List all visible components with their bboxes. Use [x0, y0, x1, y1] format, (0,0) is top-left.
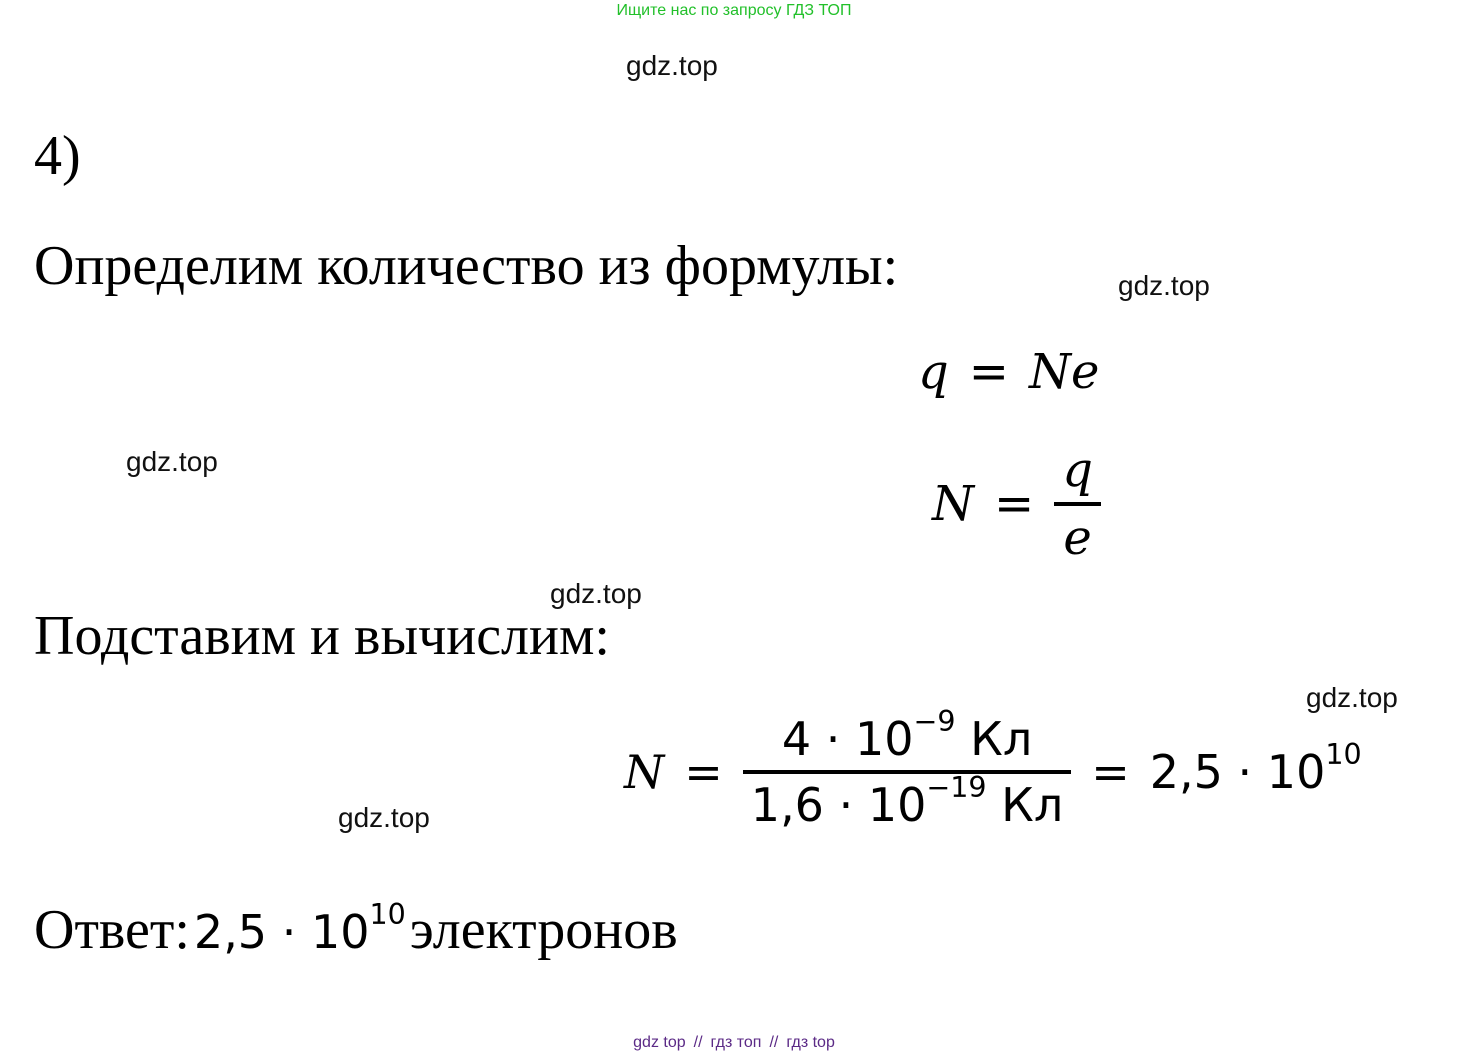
fraction-numerator: q: [1062, 442, 1093, 498]
fraction-denominator: e: [1063, 510, 1092, 566]
answer-value: [193, 897, 406, 959]
calc-result-base: 2,5 · 10: [1149, 745, 1326, 799]
intro-text: Определим количество из формулы:: [34, 235, 899, 297]
calc-equals: =: [684, 745, 723, 799]
watermark: gdz.top: [126, 446, 218, 477]
calc-equals-2: =: [1091, 745, 1130, 799]
calc-numerator: [774, 704, 1040, 770]
footer-link-gdz-top-mixed[interactable]: гдз top: [786, 1034, 835, 1051]
formula-charge-equals: =: [968, 344, 1009, 400]
answer-value-exponent: 10: [369, 897, 406, 931]
formula-charge-rhs: Ne: [1028, 344, 1100, 400]
calc-denominator-base: 1,6 · 10: [750, 778, 927, 832]
calc-numerator-base: 4 · 10: [781, 712, 914, 766]
search-hint-banner: Ищите нас по запросу ГДЗ ТОП: [616, 2, 852, 19]
footer-links: [0, 1034, 1468, 1052]
watermark: gdz.top: [338, 802, 430, 833]
calc-denominator: [743, 770, 1071, 832]
calc-lhs: N: [624, 745, 665, 799]
watermark: gdz.top: [1306, 682, 1398, 713]
answer-value-base: 2,5 · 10: [193, 905, 370, 959]
calculation: [624, 704, 1362, 832]
calc-denominator-exponent: −19: [926, 770, 987, 804]
watermark: gdz.top: [550, 578, 642, 609]
calc-denominator-unit: Кл: [1001, 778, 1064, 832]
task-number: 4): [34, 125, 81, 187]
watermark: gdz.top: [1118, 270, 1210, 301]
calc-numerator-unit: Кл: [970, 712, 1033, 766]
answer-unit: электронов: [409, 899, 678, 961]
watermark: gdz.top: [626, 50, 718, 81]
formula-charge-lhs: q: [918, 344, 949, 400]
footer-link-gdz-top-ru[interactable]: гдз топ: [710, 1034, 762, 1051]
substitute-text: Подставим и вычислим:: [34, 605, 610, 667]
calc-result: [1149, 737, 1362, 799]
answer-line: [34, 898, 678, 962]
formula-count-equals: =: [994, 476, 1035, 532]
formula-count: [932, 442, 1101, 566]
calc-result-exponent: 10: [1325, 737, 1362, 771]
formula-count-fraction: [1054, 442, 1101, 566]
formula-count-lhs: N: [932, 476, 974, 532]
formula-charge: [918, 344, 1099, 400]
footer-link-gdz-top[interactable]: gdz top: [633, 1034, 686, 1051]
answer-label: Ответ:: [34, 899, 190, 961]
calc-fraction: [743, 704, 1071, 832]
footer-separator: //: [769, 1034, 779, 1051]
footer-separator: //: [693, 1034, 703, 1051]
calc-numerator-exponent: −9: [913, 704, 956, 738]
